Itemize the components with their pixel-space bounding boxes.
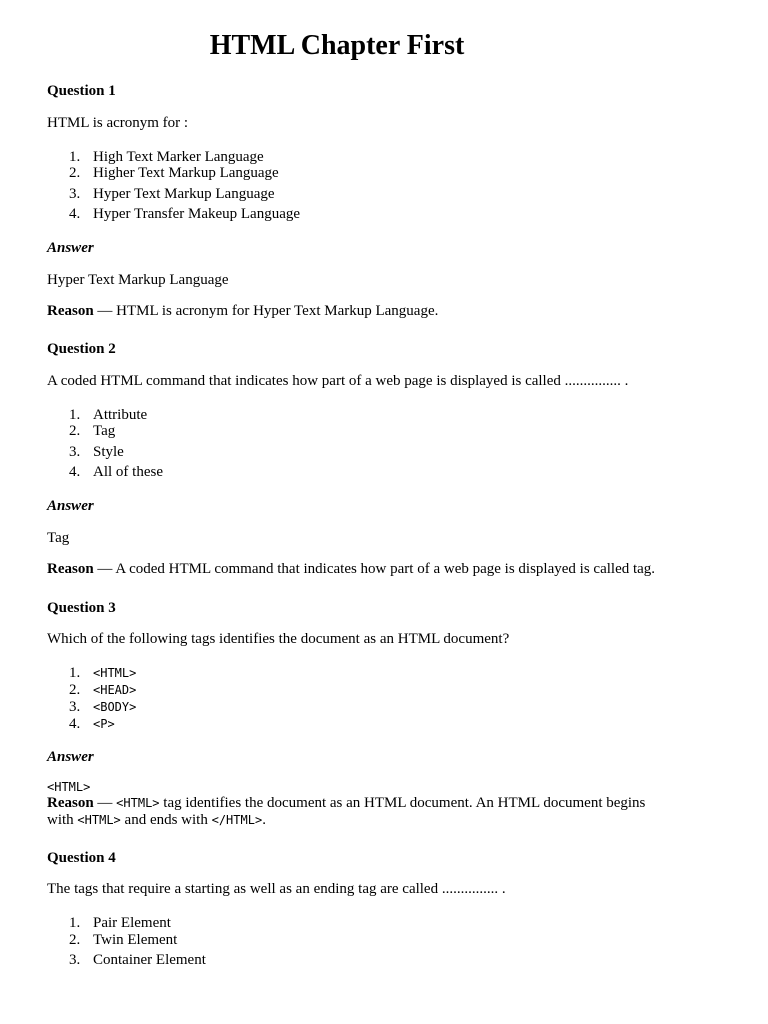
option-number: 1.	[69, 407, 81, 423]
option-label: Container Element	[93, 952, 206, 968]
option-number: 1.	[69, 915, 81, 931]
option-label: Twin Element	[93, 932, 178, 948]
question-4-text: The tags that require a starting as well as an ending tag are called ............... .	[47, 881, 506, 897]
reason-text: — HTML is acronym for Hyper Text Markup Language.	[93, 303, 439, 319]
reason-label: Reason	[47, 795, 94, 811]
option-label: <HEAD>	[93, 683, 137, 697]
question-2-reason	[47, 560, 655, 578]
option-number: 3.	[69, 699, 81, 715]
question-3-text: Which of the following tags identifies the document as an HTML document?	[47, 631, 510, 647]
question-2-text: A coded HTML command that indicates how part of a web page is displayed is called ............... .	[47, 373, 629, 389]
page-title: HTML Chapter First	[209, 30, 465, 61]
question-2-option-2	[69, 422, 115, 440]
reason-text: — A coded HTML command that indicates how part of a web page is displayed is called tag.	[93, 561, 656, 577]
option-number: 4.	[69, 464, 81, 480]
reason-label: Reason	[47, 303, 94, 319]
question-3-option-4	[69, 715, 115, 733]
option-label: <BODY>	[93, 700, 137, 714]
question-3-option-2	[69, 681, 136, 699]
option-label: All of these	[93, 464, 163, 480]
option-number: 2.	[69, 932, 81, 948]
reason-text: .	[262, 812, 266, 828]
code-html-open: <HTML>	[77, 813, 121, 827]
reason-text: with	[47, 812, 78, 828]
question-1-reason	[47, 302, 438, 320]
question-1-answer: Hyper Text Markup Language	[47, 272, 229, 288]
option-label: Style	[93, 444, 124, 460]
option-label: High Text Marker Language	[93, 149, 264, 165]
question-2-answer-heading: Answer	[47, 498, 94, 514]
option-label: Higher Text Markup Language	[93, 165, 279, 181]
option-label: Attribute	[93, 407, 148, 423]
option-label: Hyper Text Markup Language	[93, 186, 275, 202]
question-2-option-4	[69, 463, 163, 481]
question-3-reason	[47, 794, 645, 812]
question-4-heading: Question 4	[47, 850, 116, 866]
question-3-heading: Question 3	[47, 600, 116, 616]
question-4-option-1	[69, 914, 171, 932]
option-number: 4.	[69, 716, 81, 732]
reason-text: and ends with	[120, 812, 212, 828]
question-1-option-3	[69, 185, 275, 203]
question-2-option-3	[69, 443, 124, 461]
option-number: 1.	[69, 149, 81, 165]
option-label: Pair Element	[93, 915, 171, 931]
question-4-option-2	[69, 931, 177, 949]
option-label: <HTML>	[93, 666, 137, 680]
question-4-option-3	[69, 951, 206, 969]
option-number: 2.	[69, 682, 81, 698]
option-label: Hyper Transfer Makeup Language	[93, 206, 301, 222]
option-number: 3.	[69, 444, 81, 460]
option-label: <P>	[93, 717, 115, 731]
question-1-answer-heading: Answer	[47, 240, 94, 256]
option-number: 4.	[69, 206, 81, 222]
question-3-reason-line-2	[47, 811, 266, 829]
option-number: 1.	[69, 665, 81, 681]
code-html-close: </HTML>	[211, 813, 263, 827]
reason-text: —	[93, 795, 117, 811]
question-1-heading: Question 1	[47, 83, 116, 99]
question-3-answer-heading: Answer	[47, 749, 94, 765]
question-3-option-1	[69, 664, 136, 682]
option-number: 2.	[69, 423, 81, 439]
question-2-heading: Question 2	[47, 341, 116, 357]
option-number: 3.	[69, 186, 81, 202]
question-3-answer: <HTML>	[47, 780, 91, 794]
code-html: <HTML>	[116, 796, 160, 810]
option-label: Tag	[93, 423, 116, 439]
question-2-answer: Tag	[47, 530, 70, 546]
question-1-option-2	[69, 164, 279, 182]
reason-text: tag identifies the document as an HTML document. An HTML document begins	[159, 795, 646, 811]
option-number: 2.	[69, 165, 81, 181]
question-3-option-3	[69, 698, 136, 716]
option-number: 3.	[69, 952, 81, 968]
reason-label: Reason	[47, 561, 94, 577]
question-1-option-4	[69, 205, 300, 223]
question-1-text: HTML is acronym for :	[47, 115, 189, 131]
